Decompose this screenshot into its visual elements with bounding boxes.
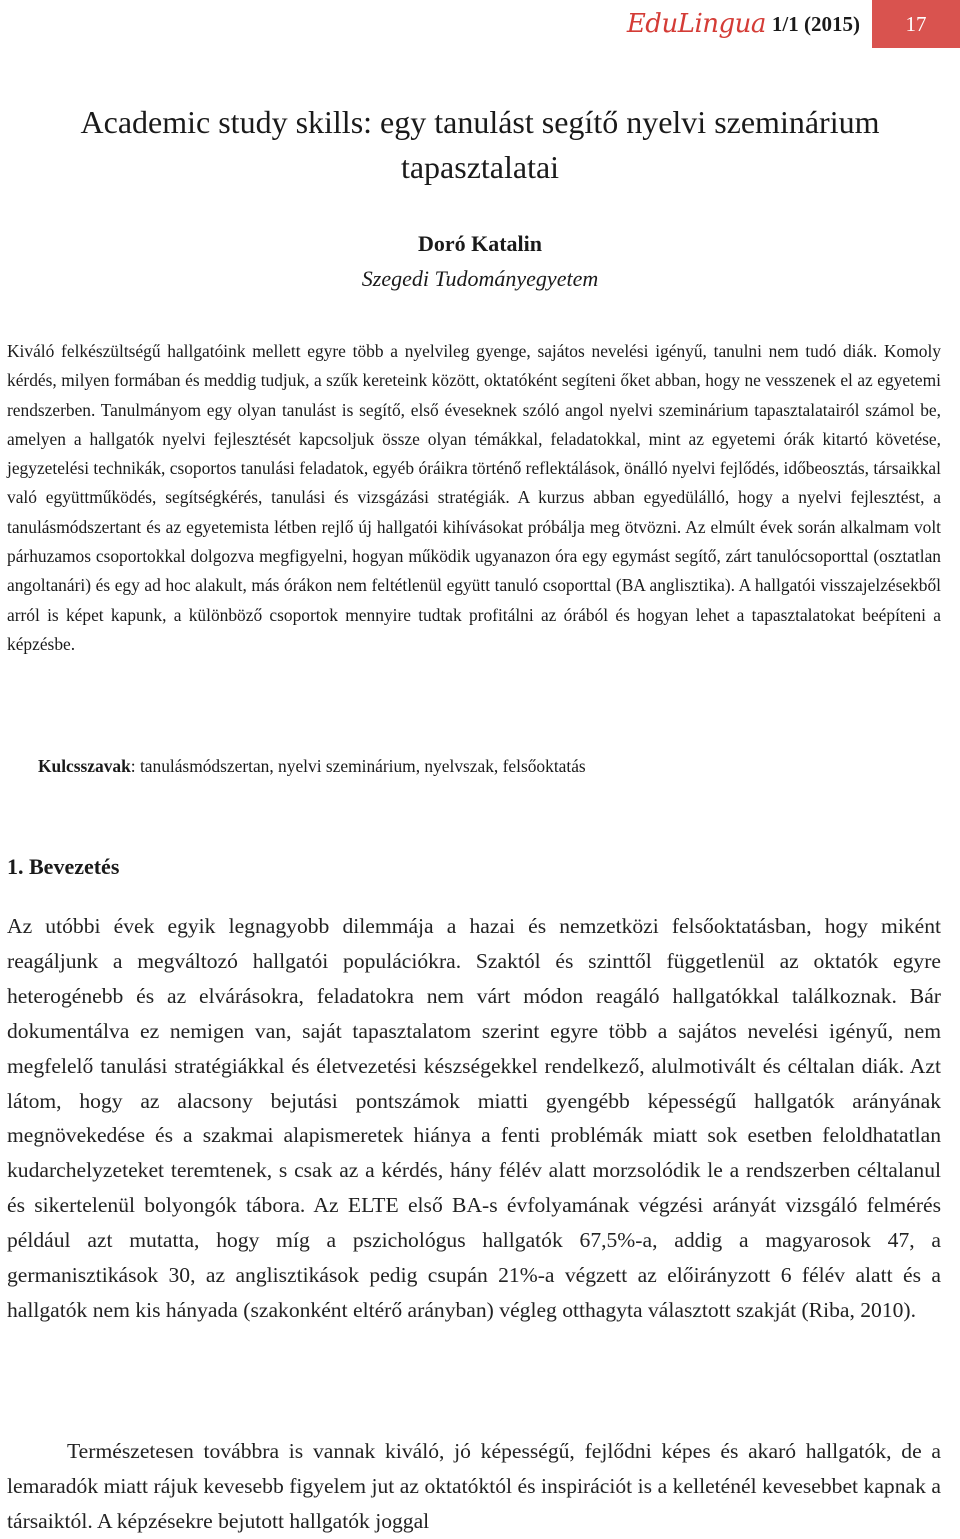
keywords: [38, 752, 586, 781]
section-heading: 1. Bevezetés: [7, 854, 120, 879]
page-header: [627, 0, 960, 48]
abstract: Kiváló felkészültségű hallgatóink mellett egyre több a nyelvileg gyenge, sajátos nevelési igényű, tanulni nem tudó diák. Komoly kérdés, milyen formában és meddig tudjuk, a szűk kereteink között, oktatóként segíteni őket abban, hogy ne vesszenek el az egyetemi rendszerben. Tanulmányom egy olyan tanulást is segítő, első éveseknek szóló angol nyelvi szeminárium tapasztalatairól számol be, amelyen a hallgatók nyelvi fejlesztését kapcsoljuk össze olyan témákkal, feladatokkal, mint az egyetemi órák kitartó követése, jegyzetelési technikák, csoportos tanulási feladatok, egyéb óráikra történő reflektálások, önálló nyelvi fejlődés, időbeosztás, társaikkal való együttműködés, segítségkérés, tanulási és vizsgázási stratégiák. A kurzus abban egyedülálló, hogy a nyelvi fejlesztést, a tanulásmódszertant és az egyetemista létben rejlő új hallgatói kihívásokat próbálja meg ötvözni. Az elmúlt évek során alkalmam volt párhuzamos csoportokkal dolgozva megfigyelni, hogyan működik ugyanazon óra egy egymást segítő, zárt tanulócsoporttal (osztatlan angoltanári) és egy ad hoc alakult, más órákon nem feltétlenül együtt tanuló csoporttal (BA anglisztika). A hallgatói visszajelzésekből arról is képet kapunk, a különböző csoportok mennyire tudtak profitálni az órából és hogyan lehet a tapasztalatokat beépíteni a képzésbe.: [7, 341, 941, 654]
keywords-label: Kulcsszavak: [38, 756, 131, 776]
body-paragraph-2: Természetesen továbbra is vannak kiváló, jó képességű, fejlődni képes és akaró hallgatók, de a lemaradók miatt rájuk kevesebb figyelem jut az oktatóktól és inspirációt is a kelleténél kevesebbet kapnak a társaiktól. A képzésekre bejutott hallgatók joggal: [7, 1439, 941, 1533]
body-paragraph-1: Az utóbbi évek egyik legnagyobb dilemmája a hazai és nemzetközi felsőoktatásban, hogy miként reagáljunk a megváltozó hallgatói populációkra. Szaktól és szinttől függetlenül az oktatók egyre heterogénebb és az elvárásokra, feladatokra nem várt módon reagáló hallgatókkal találkoznak. Bár dokumentálva ez nemigen van, saját tapasztalatom szerint egyre több a sajátos nevelési igényű, nem megfelelő tanulási stratégiákkal és életvezetési készségekkel rendelkező, alulmotivált és céltalan diák. Azt látom, hogy az alacsony bejutási pontszámok miatti gyengébb képességű hallgatók arányának megnövekedése és a szakmai alapismeretek hiánya a fenti problémák miatt sok esetben feloldhatatlan kudarchelyzeteket teremtenek, s csak az a kérdés, hány félév alatt morzsolódik le a rendszerben céltalanul és sikertelenül bolyongók tábora. Az ELTE első BA-s évfolyamának végzési arányát vizsgáló felmérés például azt mutatta, hogy míg a pszichológus hallgatók 67,5%-a, addig a magyarosok 47, a germanisztikások 30, az anglisztikások pedig csupán 21%-a végzett az előirányzott 6 félév alatt és a hallgatók nem kis hányada (szakonként eltérő arányban) végleg otthagyta választott szakját (Riba, 2010).: [7, 914, 941, 1322]
journal-info: [627, 0, 872, 48]
page-number-badge: 17: [872, 0, 960, 48]
author-name: Doró Katalin: [417, 231, 543, 256]
journal-issue: 1/1 (2015): [771, 11, 860, 36]
author-affiliation: Szegedi Tudományegyetem: [361, 266, 599, 291]
article-title: Academic study skills: egy tanulást segítő nyelvi szeminárium tapasztalatai: [80, 104, 880, 185]
keywords-list: : tanulásmódszertan, nyelvi szeminárium, nyelvszak, felsőoktatás: [130, 756, 586, 776]
journal-name: EduLingua: [626, 9, 766, 39]
